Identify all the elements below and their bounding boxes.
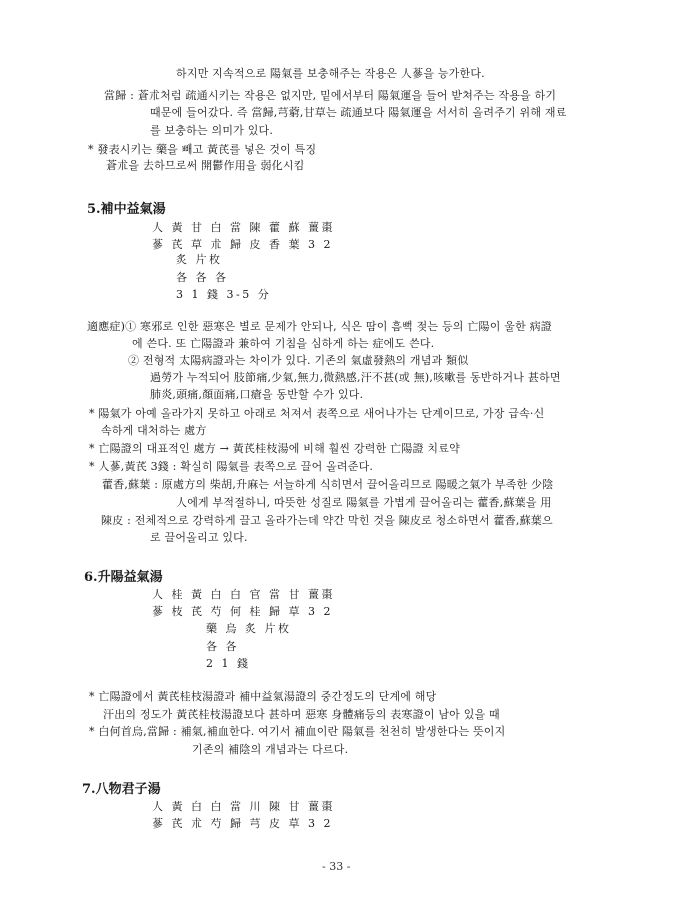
text-line: 藿香,蘇葉 : 原處方의 柴胡,升麻는 서늘하게 식히면서 끌어올리므로 陽暖之氣가 부족한 少陰	[102, 478, 554, 491]
section-title: 5.補中益氣湯	[87, 202, 166, 217]
herb-row: 各 各 各	[176, 271, 229, 284]
herb-row: 藥 烏 炙 片枚	[206, 622, 292, 635]
section-title: 7.八物君子湯	[82, 782, 161, 797]
text-line: * 陽氣가 아예 올라가지 못하고 아래로 처져서 表쪽으로 새어나가는 단계이므로, 가장 급속·신	[89, 407, 545, 420]
herb-row: 3 1 錢 3-5 分	[176, 288, 272, 301]
text-line: 때문에 들어갔다. 즉 當歸,芎藭,甘草는 疏通보다 陽氣運을 서서히 올려주기 위해 재료	[150, 106, 567, 119]
text-line: 속하게 대처하는 處方	[101, 424, 207, 437]
text-line: 過勞가 누적되어 肢節痛,少氣,無力,微熱感,汗不甚(或 無),咳嗽를 동반하거나 甚하면	[150, 371, 561, 384]
section-title: 6.升陽益氣湯	[84, 570, 163, 585]
herb-row: 人 黃 甘 白 當 陳 藿 蘇 薑棗	[152, 221, 335, 234]
herb-row: 炙 片枚	[176, 253, 223, 266]
text-line: 로 끌어올리고 있다.	[150, 531, 248, 544]
text-line: 陳皮 : 전체적으로 강력하게 끌고 올라가는데 약간 막힌 것을 陳皮로 청소하면서 藿香,蘇葉으	[101, 514, 553, 527]
text-line: * 亡陽證의 대표적인 處方 → 黃芪桂枝湯에 비해 훨씬 강력한 亡陽證 치료약	[89, 442, 460, 455]
herb-row: 各 各	[206, 640, 239, 653]
text-line: 를 보충하는 의미가 있다.	[150, 124, 274, 137]
herb-row: 人 黃 白 白 當 川 陳 甘 薑棗	[152, 800, 335, 813]
text-line: 蒼朮을 去하므로써 開鬱作用을 弱化시킴	[106, 159, 305, 172]
text-line: 하지만 지속적으로 陽氣를 보충해주는 작용은 人蔘을 능가한다.	[176, 67, 485, 80]
herb-row: 2 1 錢	[206, 657, 251, 670]
text-line: 肺炎,頭痛,顏面痛,口瘡을 동반할 수가 있다.	[150, 388, 364, 401]
herb-row: 人 桂 黃 白 白 官 當 甘 薑棗	[152, 588, 335, 601]
text-line: 기존의 補陰의 개념과는 다르다.	[192, 743, 349, 756]
text-line: 汗出의 정도가 黃芪桂枝湯證보다 甚하며 惡寒 身體痛등의 表寒證이 남아 있을 때	[103, 708, 500, 721]
text-line: * 發表시키는 藥을 빼고 黃芪를 넣은 것이 특징	[88, 143, 317, 156]
text-line: ② 전형적 太陽病證과는 차이가 있다. 기존의 氣虛發熱의 개념과 類似	[128, 354, 469, 367]
text-line: 當歸 : 蒼朮처럼 疏通시키는 작용은 없지만, 밑에서부터 陽氣運을 들어 받쳐주는 작용을 하기	[104, 89, 557, 102]
text-line: 人에게 부적절하니, 따뜻한 성질로 陽氣를 가볍게 끌어올리는 藿香,蘇葉을 用	[176, 496, 552, 509]
herb-row: 蔘 枝 芪 芍 何 桂 歸 草 3 2	[152, 605, 333, 618]
herb-row: 蔘 芪 草 朮 歸 皮 香 葉 3 2	[152, 238, 333, 251]
herb-row: 蔘 芪 朮 芍 歸 芎 皮 草 3 2	[152, 817, 333, 830]
text-line: 適應症)① 寒邪로 인한 惡寒은 별로 문제가 안되나, 식은 땀이 흠뻑 젖는 등의 亡陽이 울한 病證	[87, 320, 552, 333]
text-line: * 白何首烏,當歸 : 補氣,補血한다. 여기서 補血이란 陽氣를 천천히 발생한다는 뜻이지	[89, 725, 506, 738]
text-line: 에 쓴다. 또 亡陽證과 兼하여 기침을 심하게 하는 症에도 쓴다.	[132, 337, 435, 350]
page-number: - 33 -	[322, 860, 351, 873]
text-line: * 人蔘,黃芪 3錢 : 확실히 陽氣를 表쪽으로 끌어 올려준다.	[89, 460, 374, 473]
text-line: * 亡陽證에서 黃芪桂枝湯證과 補中益氣湯證의 중간정도의 단계에 해당	[89, 690, 437, 703]
